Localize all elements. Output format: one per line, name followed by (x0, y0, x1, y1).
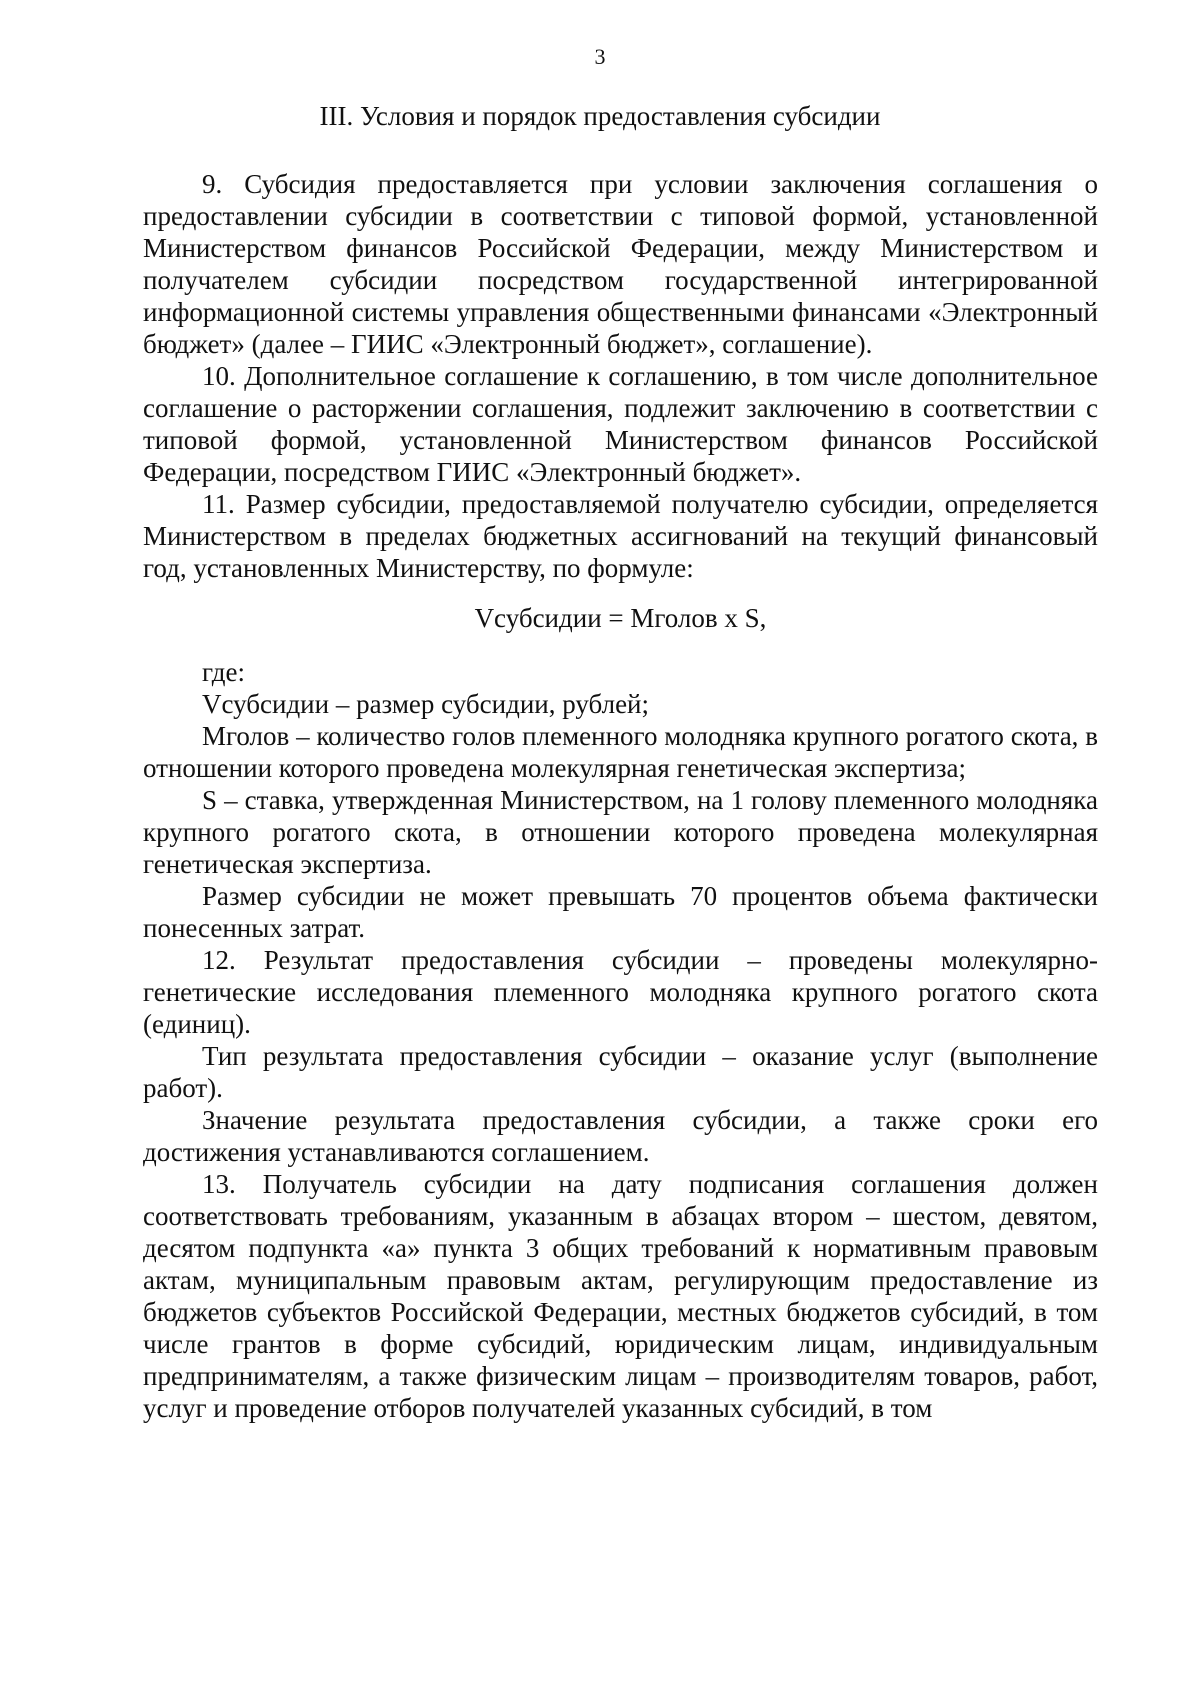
paragraph-11: 11. Размер субсидии, предоставляемой получателю субсидии, определяется Министерством в пределах бюджетных ассигнований на текущий финансовый год, установленных Министерству, по формуле: (143, 489, 1098, 583)
paragraph-10: 10. Дополнительное соглашение к соглашению, в том числе дополнительное соглашение о расторжении соглашения, подлежит заключению в соответствии с типовой формой, установленной Министерством финансов Российской Федерации, посредством ГИИС «Электронный бюджет». (143, 361, 1098, 487)
subsidy-limit-paragraph: Размер субсидии не может превышать 70 процентов объема фактически понесенных затрат. (143, 881, 1098, 943)
formula-where: где: (202, 657, 245, 687)
formula-definition-v: Vсубсидии – размер субсидии, рублей; (202, 689, 650, 719)
paragraph-13: 13. Получатель субсидии на дату подписания соглашения должен соответствовать требованиям, указанным в абзацах втором – шестом, девятом, десятом подпункта «а» пункта 3 общих требований к нормативным правовым актам, муниципальным правовым актам, регулирующим предоставление из бюджетов субъектов Российской Федерации, местных бюджетов субсидий, в том числе грантов в форме субсидий, юридическим лицам, индивидуальным предпринимателям, а также физическим лицам – производителям товаров, работ, услуг и проведение отборов получателей указанных субсидий, в том (143, 1169, 1098, 1423)
result-type-paragraph: Тип результата предоставления субсидии – оказание услуг (выполнение работ). (143, 1041, 1098, 1103)
document-body (143, 168, 1098, 1424)
formula-definition-m: Mголов – количество голов племенного молодняка крупного рогатого скота, в отношении которого проведена молекулярная генетическая экспертиза; (143, 721, 1098, 783)
section-heading: III. Условия и порядок предоставления субсидии (319, 101, 881, 131)
result-value-paragraph: Значение результата предоставления субсидии, а также сроки его достижения устанавливаются соглашением. (143, 1105, 1098, 1167)
page-number: 3 (594, 44, 606, 69)
paragraph-9: 9. Субсидия предоставляется при условии заключения соглашения о предоставлении субсидии в соответствии с типовой формой, установленной Министерством финансов Российской Федерации, между Министерством и получателем субсидии посредством государственной интегрированной информационной системы управления общественными финансами «Электронный бюджет» (далее – ГИИС «Электронный бюджет», соглашение). (143, 169, 1098, 359)
formula-definition-s: S – ставка, утвержденная Министерством, на 1 голову племенного молодняка крупного рогатого скота, в отношении которого проведена молекулярная генетическая экспертиза. (143, 785, 1098, 879)
paragraph-12: 12. Результат предоставления субсидии – проведены молекулярно-генетические исследования племенного молодняка крупного рогатого скота (единиц). (143, 945, 1098, 1039)
subsidy-formula: Vсубсидии = Mголов x S, (474, 603, 767, 633)
